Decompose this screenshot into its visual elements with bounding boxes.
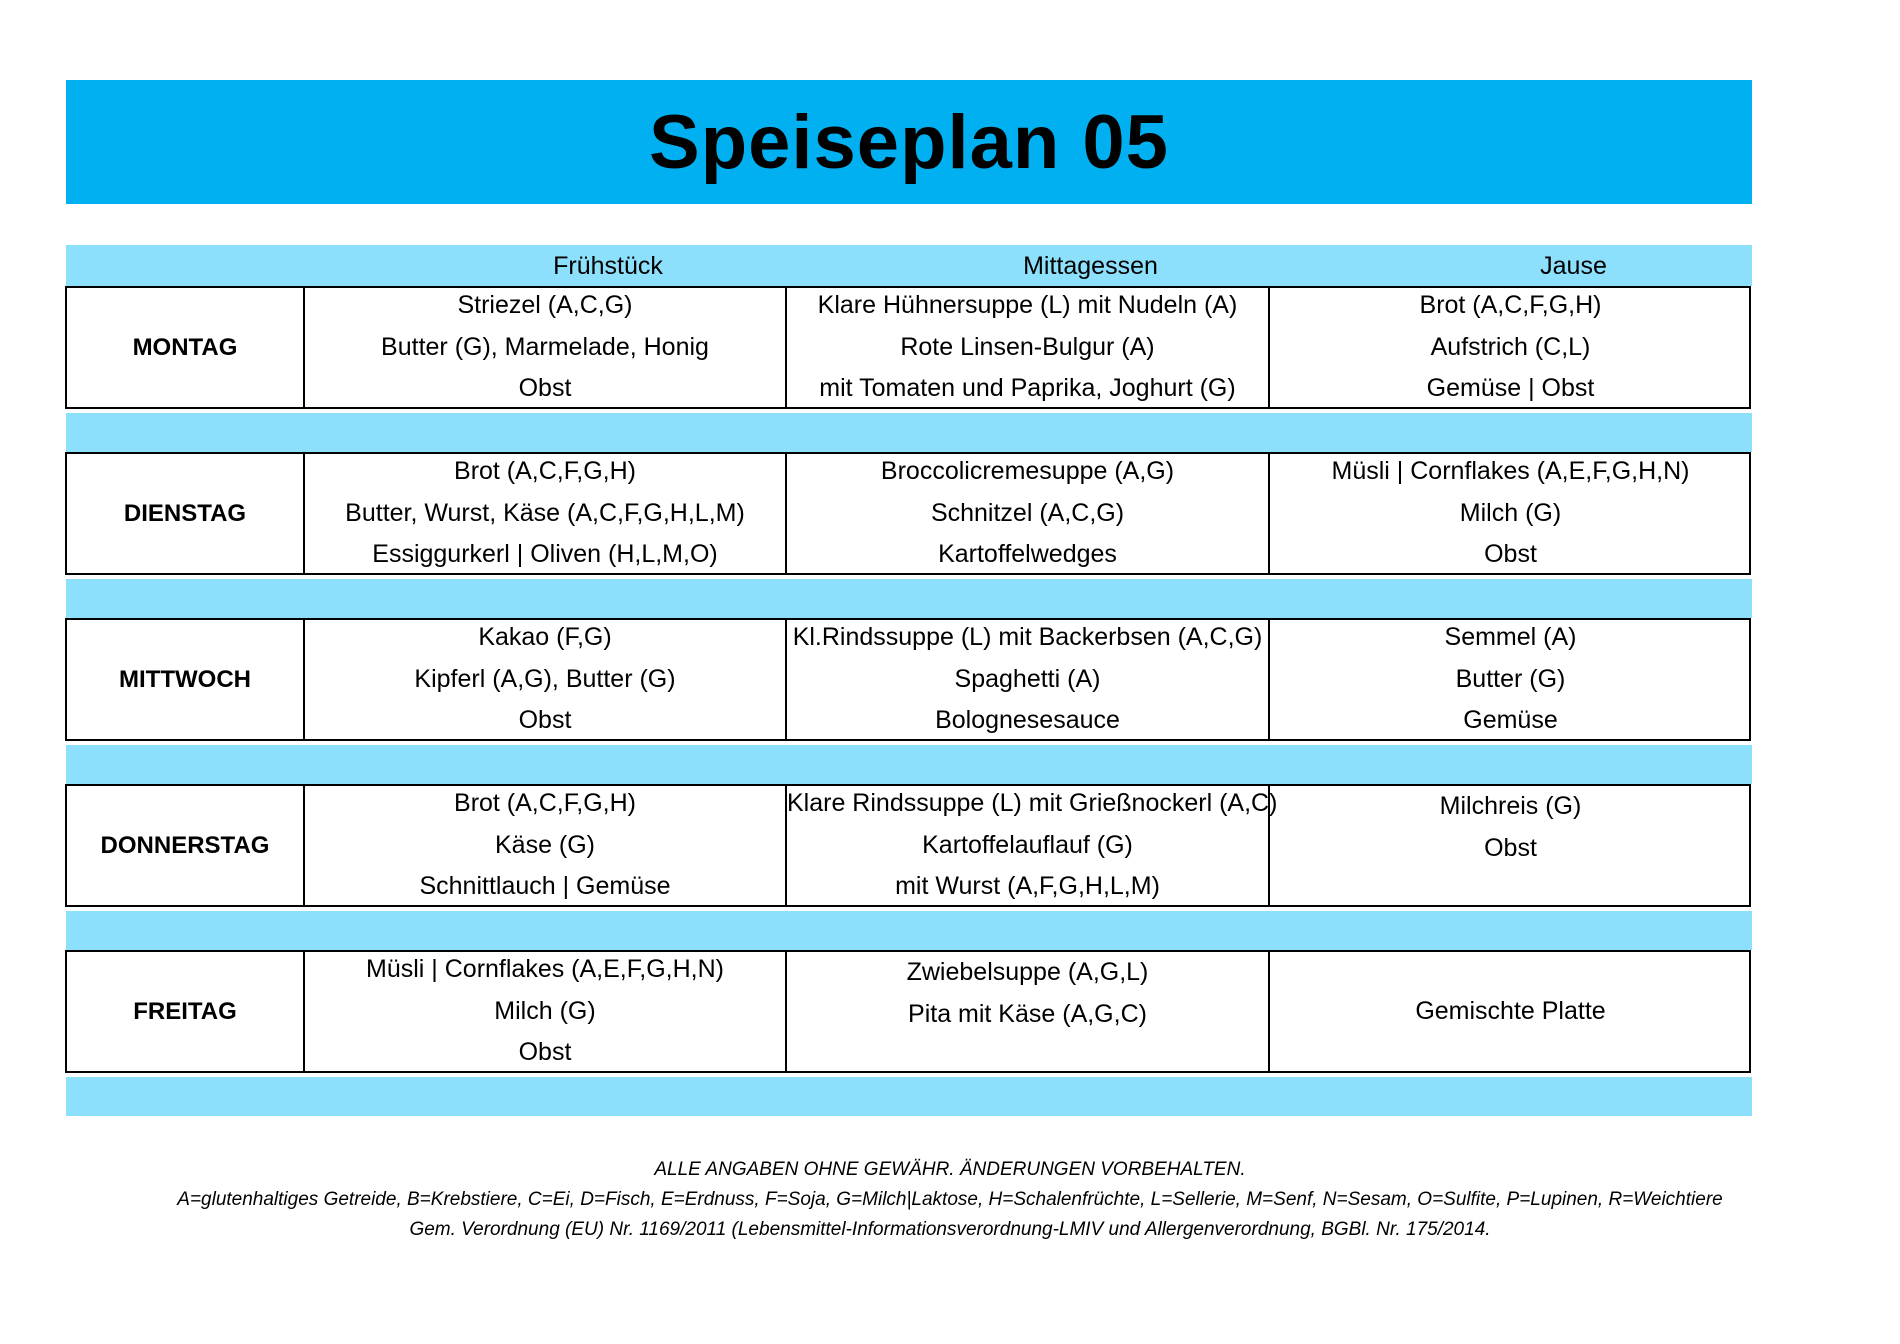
menu-line: Essiggurkerl | Oliven (H,L,M,O) (372, 540, 718, 569)
column-header-fruehstueck: Frühstück (553, 252, 663, 280)
menu-line: Obst (1484, 833, 1537, 862)
menu-line: Bolognesesauce (935, 706, 1120, 735)
menu-line: Kipferl (A,G), Butter (G) (414, 664, 676, 693)
title-banner (66, 80, 1752, 204)
menu-line (1270, 869, 1751, 905)
menu-line (787, 1035, 1268, 1071)
menu-line: Semmel (A) (1444, 623, 1577, 652)
menu-line: Schnittlauch | Gemüse (419, 872, 671, 901)
menu-line: Rote Linsen-Bulgur (A) (900, 332, 1155, 361)
page-title: Speiseplan 05 (649, 99, 1169, 185)
menu-line: Obst (518, 1038, 572, 1067)
lunch-cell (785, 952, 1268, 1071)
column-header-row (66, 245, 1752, 286)
menu-line: Brot (A,C,F,G,H) (454, 457, 636, 486)
day-name: MITTWOCH (119, 665, 251, 693)
menu-line: Broccolicremesuppe (A,G) (880, 457, 1175, 486)
menu-line: Kartoffelwedges (938, 540, 1117, 569)
breakfast-cell (303, 288, 785, 407)
menu-line: Klare Hühnersuppe (L) mit Nudeln (A) (817, 291, 1238, 320)
menu-line: Obst (518, 706, 572, 735)
day-name: DONNERSTAG (100, 831, 270, 859)
day-name: DIENSTAG (123, 499, 247, 527)
menu-line: Kl.Rindssuppe (L) mit Backerbsen (A,C,G) (792, 623, 1263, 652)
snack-cell (1268, 454, 1751, 573)
lunch-cell (785, 620, 1268, 739)
menu-line: Obst (518, 374, 572, 403)
day-row-dienstag (65, 452, 1751, 575)
snack-cell (1268, 786, 1751, 905)
menu-line: Butter, Wurst, Käse (A,C,F,G,H,L,M) (345, 498, 745, 527)
menu-line: Gemischte Platte (1415, 996, 1606, 1025)
menu-line: Müsli | Cornflakes (A,E,F,G,H,N) (366, 955, 724, 984)
snack-cell (1268, 620, 1751, 739)
allergen-legend: A=glutenhaltiges Getreide, B=Krebstiere, C=Ei, D=Fisch, E=Erdnuss, F=Soja, G=Milch|Laktose, H=Schalenfrüchte, L=Sellerie, M=Senf, N=Sesam, O=Sulfite, P=Lupinen, R=Weichtiere (177, 1189, 1723, 1210)
menu-line (1270, 1032, 1751, 1071)
menu-line: Milchreis (G) (1439, 792, 1582, 820)
row-separator (66, 579, 1752, 618)
disclaimer-text: ALLE ANGABEN OHNE GEWÄHR. ÄNDERUNGEN VORBEHALTEN. (654, 1159, 1246, 1180)
lunch-cell (785, 454, 1268, 573)
snack-cell (1268, 952, 1751, 1071)
breakfast-cell (303, 786, 785, 905)
menu-line: Milch (G) (1459, 498, 1562, 527)
day-row-mittwoch (65, 618, 1751, 741)
menu-line (1270, 952, 1751, 991)
menu-line: Spaghetti (A) (954, 664, 1101, 693)
breakfast-cell (303, 952, 785, 1071)
menu-line: Schnitzel (A,C,G) (930, 498, 1125, 527)
menu-line: Klare Rindssuppe (L) mit Grießnockerl (A,C) (787, 789, 1278, 818)
menu-line: Aufstrich (C,L) (1430, 332, 1591, 361)
menu-line: Milch (G) (494, 996, 596, 1025)
menu-line: Kartoffelauflauf (G) (922, 830, 1133, 859)
menu-line: Müsli | Cornflakes (A,E,F,G,H,N) (1331, 457, 1690, 486)
menu-line: Kakao (F,G) (478, 623, 612, 652)
breakfast-cell (303, 454, 785, 573)
menu-line: Brot (A,C,F,G,H) (1419, 291, 1602, 320)
day-row-montag (65, 286, 1751, 409)
menu-line: Zwiebelsuppe (A,G,L) (906, 958, 1149, 986)
column-header-jause: Jause (1540, 252, 1607, 280)
snack-cell (1268, 288, 1751, 407)
menu-line: mit Tomaten und Paprika, Joghurt (G) (819, 374, 1236, 403)
regulation-text: Gem. Verordnung (EU) Nr. 1169/2011 (Lebensmittel-Informationsverordnung-LMIV und Allergenverordnung, BGBl. Nr. 175/2014. (409, 1219, 1491, 1240)
row-separator (66, 413, 1752, 452)
menu-line: Käse (G) (494, 830, 596, 859)
row-separator (66, 745, 1752, 784)
menu-line: Butter (G), Marmelade, Honig (381, 332, 709, 361)
menu-line: Brot (A,C,F,G,H) (454, 789, 636, 818)
column-header-mittagessen: Mittagessen (1023, 252, 1158, 280)
footer-notes (0, 1155, 1900, 1245)
menu-line: Butter (G) (1455, 664, 1566, 693)
menu-line: Gemüse (1463, 706, 1558, 735)
breakfast-cell (303, 620, 785, 739)
menu-line: Pita mit Käse (A,G,C) (908, 999, 1147, 1028)
day-row-freitag (65, 950, 1751, 1073)
menu-line: Obst (1484, 540, 1537, 569)
menu-line: Gemüse | Obst (1426, 374, 1595, 403)
lunch-cell (785, 288, 1268, 407)
day-name: MONTAG (132, 333, 238, 361)
menu-line: Striezel (A,C,G) (457, 291, 633, 320)
row-separator (66, 1077, 1752, 1116)
lunch-cell (785, 786, 1278, 905)
day-row-donnerstag (65, 784, 1751, 907)
menu-line: mit Wurst (A,F,G,H,L,M) (895, 872, 1160, 901)
row-separator (66, 911, 1752, 950)
day-name: FREITAG (133, 997, 237, 1025)
